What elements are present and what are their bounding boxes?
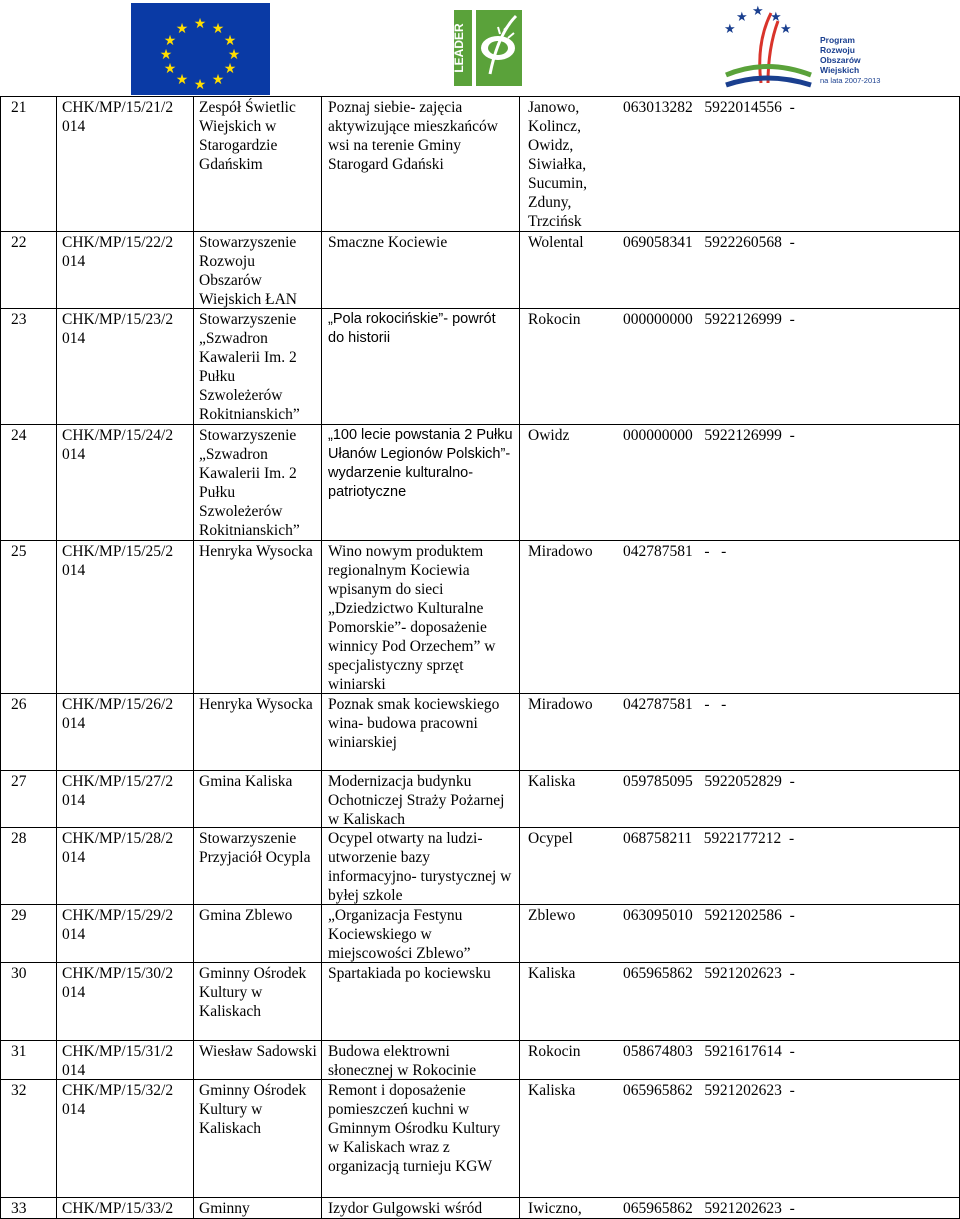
project-title: „Organizacja Festynu Kociewskiego w miejscowości Zblewo”	[321, 905, 519, 963]
prow-logo-line-4: Wiejskich	[820, 65, 860, 75]
table-row	[0, 308, 960, 425]
project-title: Budowa elektrowni słonecznej w Rokocinie	[321, 1041, 519, 1080]
eu-stars-icon	[131, 3, 270, 95]
location: Iwiczno,	[519, 1198, 618, 1218]
row-number: 27	[0, 771, 56, 828]
svg-text:★: ★	[770, 10, 782, 25]
project-code: CHK/MP/15/27/2 014	[56, 771, 193, 828]
row-number: 28	[0, 828, 56, 905]
project-code: CHK/MP/15/22/2 014	[56, 232, 193, 309]
location: Rokocin	[519, 1041, 618, 1080]
applicant: Henryka Wysocka	[193, 541, 321, 694]
location: Miradowo	[519, 541, 618, 694]
project-title: Poznaj siebie- zajęcia aktywizujące mieszkańców wsi na terenie Gminy Starogard Gdański	[321, 97, 519, 232]
svg-text:★: ★	[736, 10, 748, 25]
table-row	[0, 1079, 960, 1198]
table-row	[0, 424, 960, 541]
prow-logo-line-1: Program	[820, 35, 855, 45]
project-title: Ocypel otwarty na ludzi- utworzenie bazy informacyjno- turystycznej w byłej szkole	[321, 828, 519, 905]
identifiers: 063013282 5922014556 -	[618, 97, 960, 232]
table-row	[0, 96, 960, 232]
svg-text:★: ★	[163, 61, 177, 77]
row-number: 26	[0, 694, 56, 771]
row-number: 32	[0, 1080, 56, 1198]
location: Kaliska	[519, 771, 618, 828]
table-row	[0, 770, 960, 828]
identifiers: 042787581 - -	[618, 694, 960, 771]
row-number: 33	[0, 1198, 56, 1218]
svg-text:★: ★	[223, 33, 237, 49]
project-title: Wino nowym produktem regionalnym Kociewia wpisanym do sieci „Dziedzictwo Kulturalne Pomorskie”- doposażenie winnicy Pod Orzechem” w specjalistyczny sprzęt winiarski	[321, 541, 519, 694]
applicant: Zespół Świetlic Wiejskich w Starogardzie Gdańskim	[193, 97, 321, 232]
identifiers: 000000000 5922126999 -	[618, 309, 960, 425]
applicant: Stowarzyszenie Przyjaciół Ocypla	[193, 828, 321, 905]
table-row	[0, 231, 960, 309]
logo-bar	[0, 0, 960, 96]
table-row	[0, 1040, 960, 1080]
location: Zblewo	[519, 905, 618, 963]
svg-text:★: ★	[227, 47, 241, 63]
leader-logo	[446, 4, 530, 92]
project-code: CHK/MP/15/32/2 014	[56, 1080, 193, 1198]
svg-text:★: ★	[175, 21, 189, 37]
table-row	[0, 540, 960, 694]
svg-text:★: ★	[193, 77, 207, 93]
svg-text:★: ★	[724, 22, 736, 37]
eu-flag-icon	[131, 3, 270, 95]
applicant: Gmina Zblewo	[193, 905, 321, 963]
svg-text:★: ★	[752, 4, 764, 19]
applicant: Gminny Ośrodek Kultury w Kaliskach	[193, 963, 321, 1041]
identifiers: 058674803 5921617614 -	[618, 1041, 960, 1080]
project-code: CHK/MP/15/33/2	[56, 1198, 193, 1218]
location: Kaliska	[519, 963, 618, 1041]
identifiers: 069058341 5922260568 -	[618, 232, 960, 309]
table-row	[0, 904, 960, 963]
project-code: CHK/MP/15/31/2 014	[56, 1041, 193, 1080]
identifiers: 063095010 5921202586 -	[618, 905, 960, 963]
applicant: Stowarzyszenie „Szwadron Kawalerii Im. 2 Pułku Szwoleżerów Rokitnianskich”	[193, 425, 321, 541]
project-title: Izydor Gulgowski wśród	[321, 1198, 519, 1218]
row-number: 31	[0, 1041, 56, 1080]
project-code: CHK/MP/15/26/2 014	[56, 694, 193, 771]
svg-text:★: ★	[163, 33, 177, 49]
row-number: 30	[0, 963, 56, 1041]
table-row	[0, 1197, 960, 1219]
project-code: CHK/MP/15/25/2 014	[56, 541, 193, 694]
applicant: Wiesław Sadowski	[193, 1041, 321, 1080]
identifiers: 000000000 5922126999 -	[618, 425, 960, 541]
applicant: Stowarzyszenie Rozwoju Obszarów Wiejskich ŁAN	[193, 232, 321, 309]
location: Kaliska	[519, 1080, 618, 1198]
identifiers: 065965862 5921202623 -	[618, 963, 960, 1041]
svg-text:★: ★	[159, 47, 173, 63]
identifiers: 042787581 - -	[618, 541, 960, 694]
svg-text:★: ★	[211, 72, 225, 88]
project-title: Smaczne Kociewie	[321, 232, 519, 309]
table-row	[0, 827, 960, 905]
project-code: CHK/MP/15/24/2 014	[56, 425, 193, 541]
project-code: CHK/MP/15/21/2 014	[56, 97, 193, 232]
project-title: „100 lecie powstania 2 Pułku Ułanów Legionów Polskich”- wydarzenie kulturalno- patriotyczne	[321, 425, 519, 541]
svg-text:★: ★	[211, 21, 225, 37]
row-number: 24	[0, 425, 56, 541]
project-code: CHK/MP/15/28/2 014	[56, 828, 193, 905]
prow-logo-line-3: Obszarów	[820, 55, 861, 65]
applicant: Gmina Kaliska	[193, 771, 321, 828]
prow-logo	[716, 3, 881, 95]
location: Ocypel	[519, 828, 618, 905]
project-code: CHK/MP/15/30/2 014	[56, 963, 193, 1041]
project-title: Poznak smak kociewskiego wina- budowa pracowni winiarskiej	[321, 694, 519, 771]
applicant: Stowarzyszenie „Szwadron Kawalerii Im. 2 Pułku Szwoleżerów Rokitnianskich”	[193, 309, 321, 425]
row-number: 25	[0, 541, 56, 694]
row-number: 22	[0, 232, 56, 309]
location: Miradowo	[519, 694, 618, 771]
project-title: Spartakiada po kociewsku	[321, 963, 519, 1041]
svg-text:★: ★	[223, 61, 237, 77]
applicant: Gminny Ośrodek Kultury w Kaliskach	[193, 1080, 321, 1198]
leader-logo-text: LEADER	[452, 23, 466, 73]
prow-logo-line-5: na lata 2007-2013	[820, 76, 881, 85]
prow-logo-line-2: Rozwoju	[820, 45, 855, 55]
row-number: 29	[0, 905, 56, 963]
svg-text:★: ★	[175, 72, 189, 88]
row-number: 23	[0, 309, 56, 425]
row-number: 21	[0, 97, 56, 232]
svg-text:★: ★	[780, 22, 792, 37]
table-row	[0, 693, 960, 771]
location: Janowo, Kolincz, Owidz, Siwiałka, Sucumin, Zduny, Trzcińsk	[519, 97, 618, 232]
project-code: CHK/MP/15/29/2 014	[56, 905, 193, 963]
project-title: Remont i doposażenie pomieszczeń kuchni w Gminnym Ośrodku Kultury w Kaliskach wraz z organizacją turnieju KGW	[321, 1080, 519, 1198]
identifiers: 065965862 5921202623 -	[618, 1080, 960, 1198]
table-row	[0, 962, 960, 1041]
project-code: CHK/MP/15/23/2 014	[56, 309, 193, 425]
applicant: Gminny	[193, 1198, 321, 1218]
identifiers: 059785095 5922052829 -	[618, 771, 960, 828]
project-table	[0, 96, 960, 1219]
location: Wolental	[519, 232, 618, 309]
svg-text:★: ★	[193, 16, 207, 32]
identifiers: 065965862 5921202623 -	[618, 1198, 960, 1218]
location: Owidz	[519, 425, 618, 541]
identifiers: 068758211 5922177212 -	[618, 828, 960, 905]
project-title: „Pola rokocińskie”- powrót do historii	[321, 309, 519, 425]
location: Rokocin	[519, 309, 618, 425]
applicant: Henryka Wysocka	[193, 694, 321, 771]
project-title: Modernizacja budynku Ochotniczej Straży Pożarnej w Kaliskach	[321, 771, 519, 828]
